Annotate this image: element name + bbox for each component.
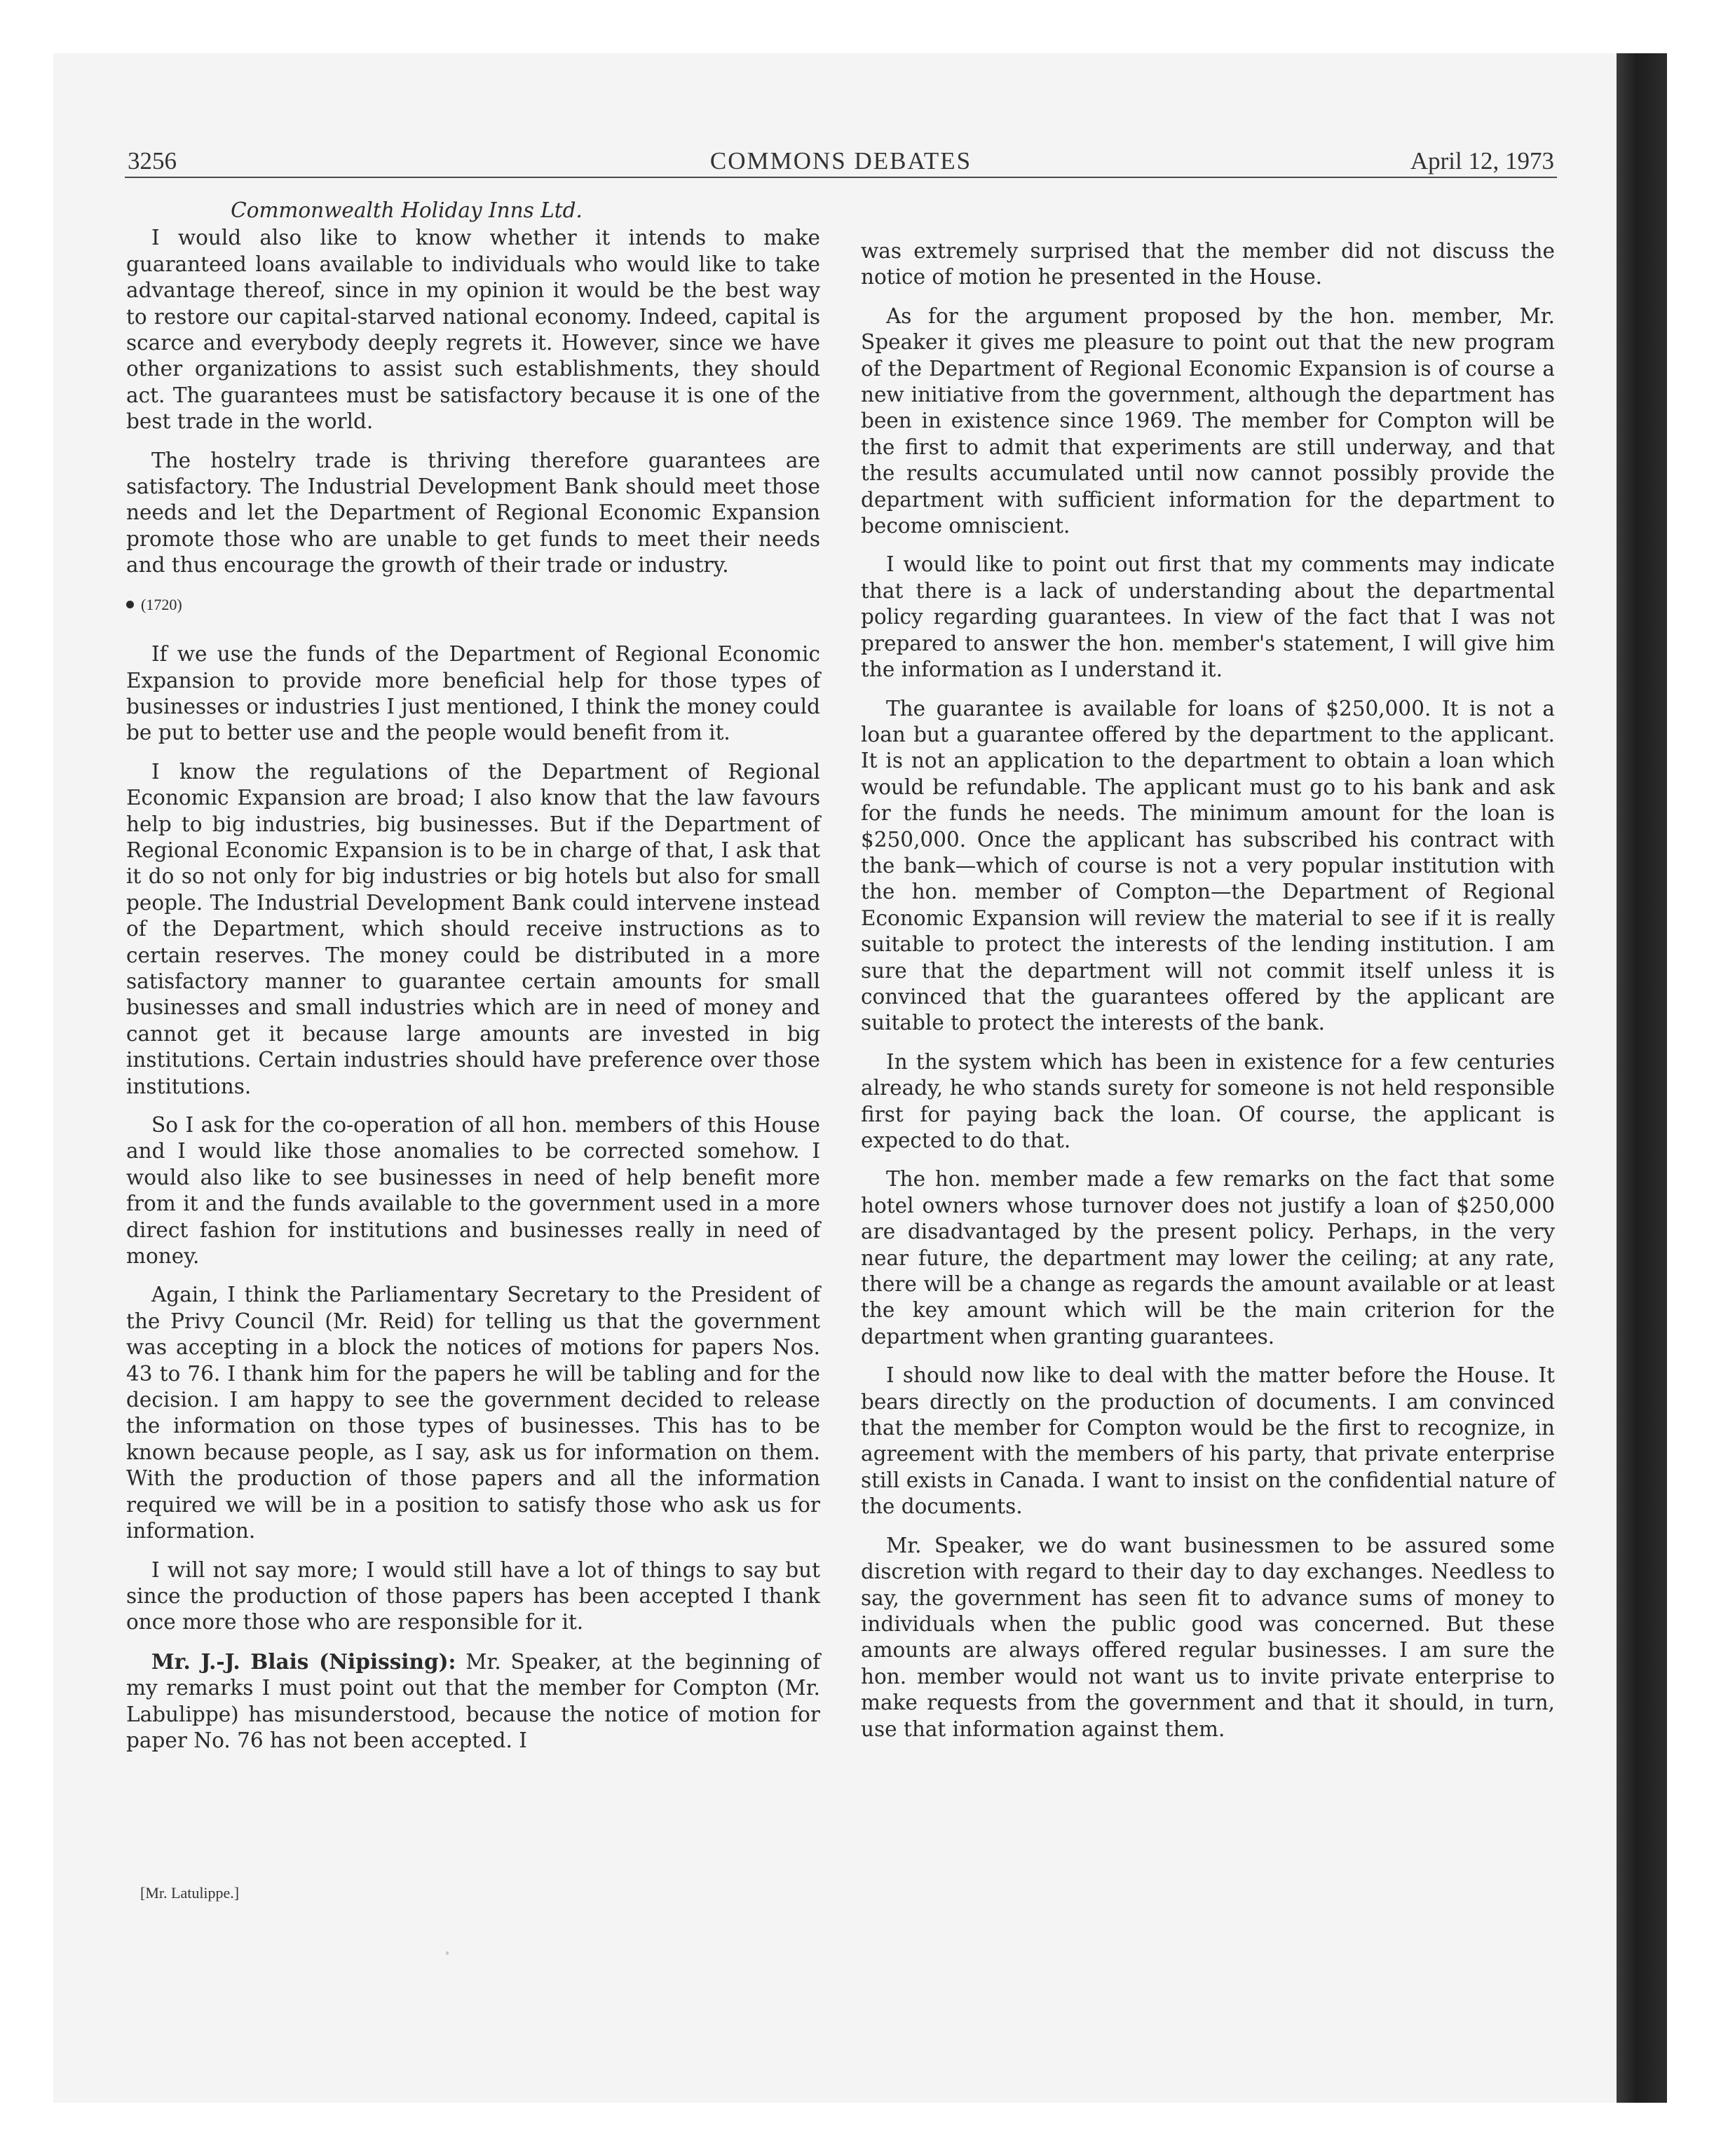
page-header xyxy=(125,146,1557,178)
journal-title: COMMONS DEBATES xyxy=(709,147,972,175)
paragraph: So I ask for the co-operation of all hon. members of this House and I would like those anomalies to be corrected somehow. I would also like to see businesses in need of help benefit more from it and the funds available to the government used in a more direct fashion for institutions and businesses really in need of money. xyxy=(126,1113,820,1269)
paragraph: I would like to point out first that my comments may indicate that there is a lack of understanding about the departmental policy regarding guarantees. In view of the fact that I was not prepared to answer the hon. member's statement, I will give him the information as I understand it. xyxy=(861,552,1555,682)
paragraph: Again, I think the Parliamentary Secretary to the President of the Privy Council (Mr. Reid) for telling us that the government was accepting in a block the notices of motions for papers Nos. 43 to 76. I thank him for the papers he will be tabling and for the decision. I am happy to see the government decided to release the information on those types of businesses. This has to be known because people, as I say, ask us for information on them. With the production of those papers and all the information required we will be in a position to satisfy those who ask us for information. xyxy=(126,1283,820,1543)
paragraph: As for the argument proposed by the hon. member, Mr. Speaker it gives me pleasure to point out that the new program of the Department of Regional Economic Expansion is of course a new initiative from the government, although the department has been in existence since 1969. The member for Compton will be the first to admit that experiments are still underway, and that the results accumulated until now cannot possibly provide the department with sufficient information for the department to become omniscient. xyxy=(861,303,1555,538)
paragraph xyxy=(126,1649,820,1754)
scan-speck xyxy=(446,1951,449,1955)
paragraph: I will not say more; I would still have a lot of things to say but since the production of those papers has been accepted I thank once more those who are responsible for it. xyxy=(126,1557,820,1635)
right-column xyxy=(861,238,1555,1755)
paragraph: The hon. member made a few remarks on the fact that some hotel owners whose turnover does not justify a loan of $250,000 are disadvantaged by the present policy. Perhaps, in the very near future, the department may lower the ceiling; at any rate, there will be a change as regards the amount available or at least the key amount which will be the main criterion for the department when granting guarantees. xyxy=(861,1167,1555,1349)
time-marker-label: (1720) xyxy=(141,595,182,613)
paragraph: If we use the funds of the Department of Regional Economic Expansion to provide more beneficial help for those types of businesses or industries I just mentioned, I think the money could be put to better use and the people would benefit from it. xyxy=(126,642,820,745)
paragraph: The hostelry trade is thriving therefore guarantees are satisfactory. The Industrial Development Bank should meet those needs and let the Department of Regional Economic Expansion promote those who are unable to get funds to meet their needs and thus encourage the growth of their trade or industry. xyxy=(126,448,820,578)
paragraph: The guarantee is available for loans of $250,000. It is not a loan but a guarantee offered by the department to the applicant. It is not an application to the department to obtain a loan which would be refundable. The applicant must go to his bank and ask for the funds he needs. The minimum amount for the loan is $250,000. Once the applicant has subscribed his contract with the bank—which of course is not a very popular institution with the hon. member of Compton—the Department of Regional Economic Expansion will review the material to see if it is really suitable to protect the interests of the lending institution. I am sure that the department will not commit itself unless it is convinced that the guarantees offered by the applicant are suitable to protect the interests of the bank. xyxy=(861,696,1555,1035)
paragraph: I know the regulations of the Department of Regional Economic Expansion are broad; I also know that the law favours help to big industries, big businesses. But if the Department of Regional Economic Expansion is to be in charge of that, I ask that it do so not only for big industries or big hotels but also for small people. The Industrial Development Bank could intervene instead of the Department, which should receive instructions as to certain reserves. The money could be distributed in a more satisfactory manner to guarantee certain amounts for small businesses and small industries which are in need of money and cannot get it because large amounts are invested in big institutions. Certain industries should have preference over those institutions. xyxy=(126,759,820,1098)
paragraph: Mr. Speaker, we do want businessmen to be assured some discretion with regard to their day to day exchanges. Needless to say, the government has seen fit to advance sums of money to individuals when the public good was concerned. But these amounts are always offered regular businesses. I am sure the hon. member would not want us to invite private enterprise to make requests from the government and that it should, in turn, use that information against them. xyxy=(861,1533,1555,1741)
section-heading xyxy=(126,198,820,224)
header-date: April 12, 1973 xyxy=(1410,147,1554,175)
paragraph: I would also like to know whether it intends to make guaranteed loans available to individuals who would like to take advantage thereof, since in my opinion it would be the best way to restore our capital-starved national economy. Indeed, capital is scarce and everybody deeply regrets it. However, since we have other organizations to assist such establishments, they should act. The guarantees must be satisfactory because it is one of the best trade in the world. xyxy=(126,226,820,434)
scanner-edge-shadow xyxy=(1617,53,1667,2103)
paragraph: I should now like to deal with the matter before the House. It bears directly on the production of documents. I am convinced that the member for Compton would be the first to recognize, in agreement with the members of his party, that private enterprise still exists in Canada. I want to insist on the confidential nature of the documents. xyxy=(861,1363,1555,1519)
section-heading-text: Commonwealth Holiday Inns Ltd. xyxy=(231,198,583,222)
bullet-icon xyxy=(126,601,134,608)
page-number: 3256 xyxy=(128,147,177,175)
paragraph: In the system which has been in existence for a few centuries already, he who stands surety for someone is not held responsible first for paying back the loan. Of course, the applicant is expected to do that. xyxy=(861,1049,1555,1152)
speech-text: Mr. Speaker, at the beginning of my remarks I must point out that the member for Compton (Mr. Labulippe) has misunderstood, because the notice of motion for paper No. 76 has not been accepted. I xyxy=(126,1649,820,1752)
paragraph: was extremely surprised that the member did not discuss the notice of motion he presented in the House. xyxy=(861,239,1555,289)
speaker-name: Mr. J.-J. Blais (Nipissing): xyxy=(151,1649,456,1674)
time-marker xyxy=(126,592,820,618)
footnote: [Mr. Latulippe.] xyxy=(140,1884,240,1902)
left-column xyxy=(126,198,820,1766)
